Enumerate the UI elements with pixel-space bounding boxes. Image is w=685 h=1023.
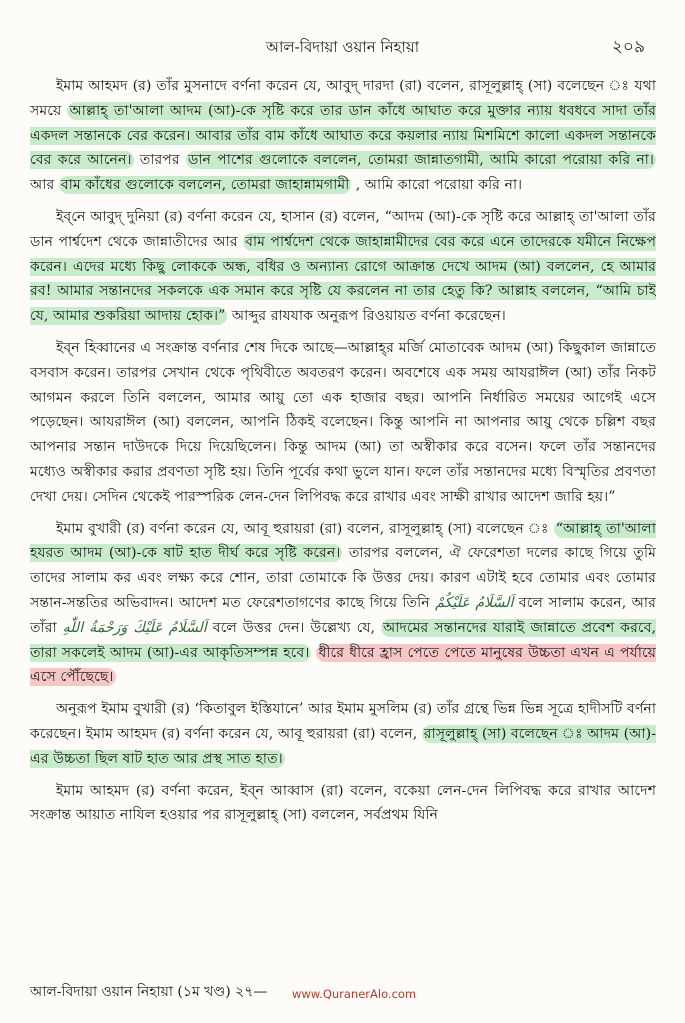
text-run: বলে উত্তর দেন। উল্লেখ্য যে,: [206, 619, 381, 636]
text-run: ইমাম বুখারী (র) বর্ণনা করেন যে, আবূ হুরায়রা (রা) বলেন, রাসূলুল্লাহ্ (সা) বলেছেন ঃ: [56, 520, 554, 537]
highlight-green: আদমের সন্তানদের যারাই জান্নাতে প্রবেশ করবে, তারা সকলেই আদম (আ)-এর আকৃতিসম্পন্ন হবে।: [30, 619, 657, 661]
text-run: অনুরূপ ইমাম বুখারী (র) ‘কিতাবুল ইস্তিযানে’ আর ইমাম মুসলিম (র) তাঁর গ্রন্থে ভিন্ন ভিন্ন সূত্রে হাদীসটি বর্ণনা করেছেন। ইমাম আহমদ (র) বর্ণনা করেন যে, আবূ হুরায়রা (রা) বলেন,: [30, 701, 656, 742]
text-run: তারপর বললেন, ঐ ফেরেশতা দলের কাছে গিয়ে তুমি তাদের সালাম কর এবং লক্ষ্য করে শোন, তারা তোমাকে কি উত্তর দেয়। কারণ এটাই হবে তোমার এবং তোমার সন্তান-সন্ততির অভিবাদন। আদেশ মত ফেরেশতাগণের কাছে গিয়ে তিনি: [30, 545, 656, 611]
paragraph-1: [30, 74, 656, 198]
highlight-green: ডান পাশের গুলোকে বললেন, তোমরা জান্নাতগামী, আমি কারো পরোয়া করি না।: [187, 152, 654, 169]
page-header: [40, 32, 645, 58]
highlight-green: বাম কাঁধের গুলোকে বললেন, তোমরা জাহান্নামগামী: [60, 177, 350, 194]
arabic-salam: اَلسَّلَامُ عَلَيْكُمْ: [435, 594, 514, 611]
highlight-green: বাম পার্শ্বদেশ থেকে জাহান্নামীদের বের করে এনে তাদেরকে যমীনে নিক্ষেপ করেন। এদের মধ্যে কিছু লোককে অন্ধ, বধির ও অন্যান্য রোগে আক্রান্ত দেখে আদম (আ) বললেন, হে আমার রব! আমার সন্তানদের সকলকে এক সমান করে সৃষ্টি যে করলেন না তার হেতু কি? আল্লাহ বললেন, “আমি চাই যে, আমার শুকরিয়া আদায় হোক।”: [30, 233, 657, 325]
source-reference: আল-বিদায়া ওয়ান নিহায়া (১ম খণ্ড) ২৭—: [30, 984, 268, 1000]
book-title: আল-বিদায়া ওয়ান নিহায়া: [265, 38, 420, 56]
paragraph-3: ইব্‌ন হিব্বানের এ সংক্রান্ত বর্ণনার শেষ দিকে আছে—আল্লাহ্‌র মর্জি মোতাবেক আদম (আ) কিছুকাল জান্নাতে বসবাস করেন। তারপর সেখান থেকে পৃথিবীতে অবতরণ করেন। অবশেষে এক সময় আযরাঈল (আ) তাঁর নিকট আগমন করলে তিনি বললেন, আমার আয়ু তো এক হাজার বছর। আপনি নির্ধারিত সময়ের আগেই এসে পড়েছেন। আযরাঈল (আ) বললেন, আপনি ঠিকই বলেছেন। কিন্তু আপনি না আপনার আয়ু থেকে চল্লিশ বছর আপনার সন্তান দাউদকে দিয়ে দিয়েছিলেন। কিন্তু আদম (আ) তা অস্বীকার করে বসেন। ফলে তাঁর সন্তানদের মধ্যেও অস্বীকার করার প্রবণতা সৃষ্টি হয়। তিনি পূর্বের কথা ভুলে যান। ফলে তাঁর সন্তানদের মধ্যে বিস্মৃতির প্রবণতা দেখা দেয়। সেদিন থেকেই পারস্পরিক লেন-দেন লিপিবদ্ধ করে রাখার এবং সাক্ষী রাখার আদেশ জারি হয়।”: [30, 339, 656, 505]
paragraph-4: [30, 517, 656, 691]
text-run: তারপর: [133, 152, 186, 169]
page-body: [30, 74, 656, 835]
highlight-red: ধীরে ধীরে হ্রাস পেতে পেতে মানুষের উচ্চতা এখন এ পর্যায়ে এসে পৌঁছেছে।: [30, 644, 657, 686]
text-run: বলে সালাম করেন, আর তাঁরা: [30, 594, 656, 636]
text-run: ইব্‌নে আবুদ্ দুনিয়া (র) বর্ণনা করেন যে, হাসান (র) বলেন, “আদম (আ)-কে সৃষ্টি করে আল্লাহ্ তা'আলা তাঁর ডান পার্শ্বদেশ থেকে জান্নাতীদের আর: [30, 208, 656, 250]
page-footer: [30, 980, 655, 1004]
highlight-green: “আল্লাহ্ তা'আলা হযরত আদম (আ)-কে ষাট হাত দীর্ঘ করে সৃষ্টি করেন।: [30, 520, 656, 562]
text-run: আব্দুর রাযযাক অনুরূপ রিওয়ায়ত বর্ণনা করেছেন।: [227, 308, 506, 325]
text-run: আর: [30, 177, 59, 194]
page-number: ২০৯: [611, 37, 645, 57]
watermark-link: www.QuranerAlo.com: [292, 987, 417, 1001]
text-run: ইমাম আহমদ (র) তাঁর মুসনাদে বর্ণনা করেন যে, আবুদ্ দারদা (রা) বলেন, রাসূলুল্লাহ্ (সা) বলেছেন ঃ যথা সময়ে: [30, 78, 656, 119]
arabic-reply: اَلسَّلَامُ عَلَيْكَ وَرَحْمَةُ اللّٰهِ: [62, 619, 207, 636]
paragraph-2: [30, 205, 656, 329]
paragraph-5: [30, 697, 656, 771]
paragraph-6: ইমাম আহমদ (র) বর্ণনা করেন, ইব্‌ন আব্বাস (রা) বলেন, বকেয়া লেন-দেন লিপিবদ্ধ করে রাখার আদেশ সংক্রান্ত আয়াত নাযিল হওয়ার পর রাসূলুল্লাহ্ (সা) বললেন, সর্বপ্রথম যিনি: [30, 782, 656, 824]
highlight-green: রাসূলুল্লাহ্ (সা) বলেছেন ঃ আদম (আ)-এর উচ্চতা ছিল ষাট হাত আর প্রস্থ সাত হাত।: [30, 725, 656, 767]
text-run: , আমি কারো পরোয়া করি না।: [351, 177, 523, 194]
highlight-green: আল্লাহ্ তা'আলা আদম (আ)-কে সৃষ্টি করে তার ডান কাঁধে আঘাত করে মুক্তার ন্যায় ধবধবে সাদা তাঁর একদল সন্তানকে বের করেন। আবার তাঁর বাম কাঁধে আঘাত করে কয়লার ন্যায় মিশমিশে কালো একদল সন্তানকে বের করে আনেন।: [30, 102, 656, 169]
